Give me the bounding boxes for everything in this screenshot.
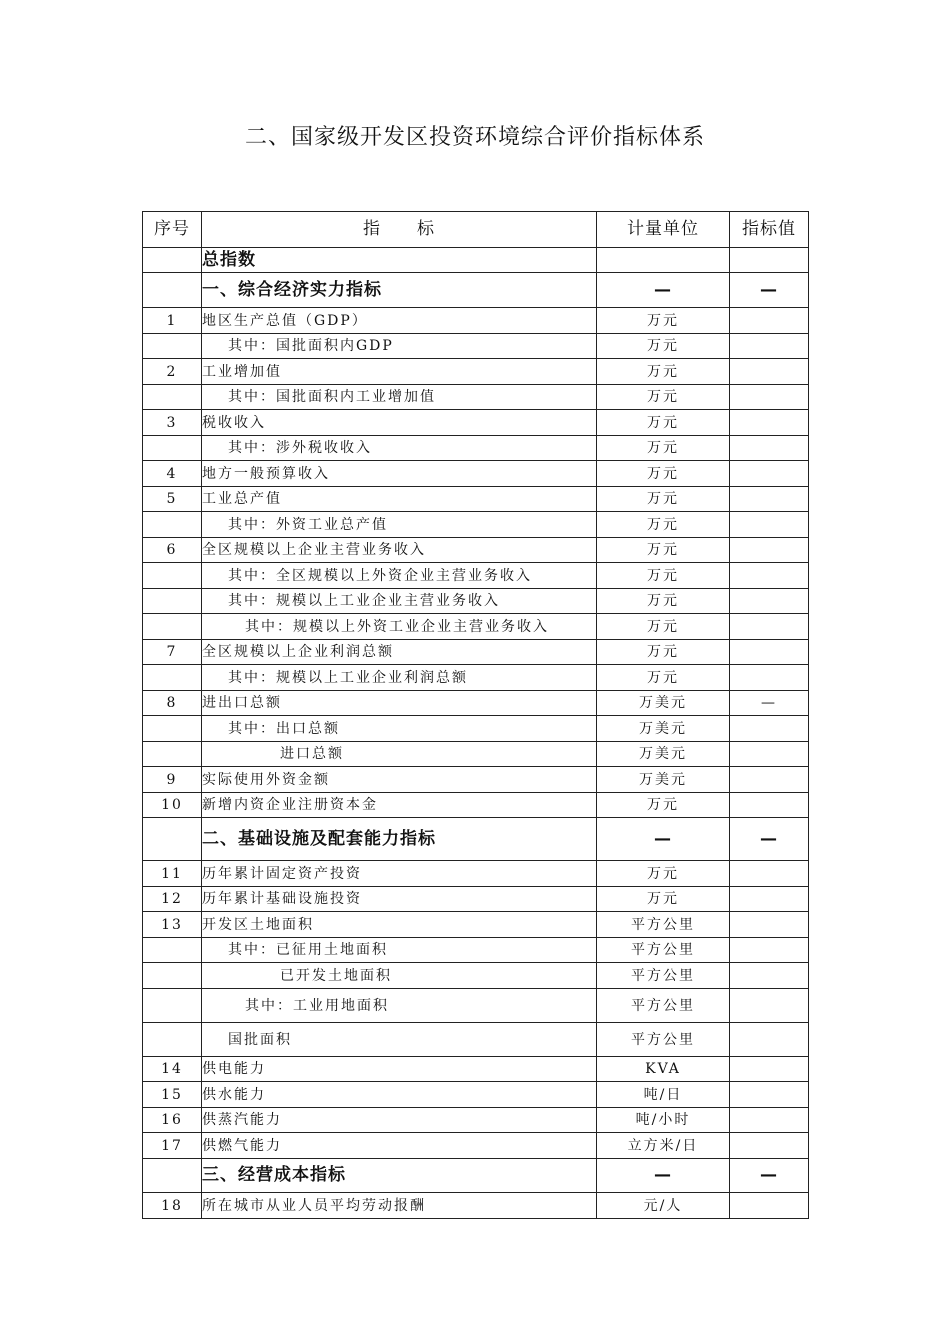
table-row <box>143 273 809 308</box>
table-row <box>143 691 809 716</box>
row-value <box>730 912 809 938</box>
row-value <box>730 563 809 589</box>
table-row <box>143 1159 809 1193</box>
header-no: 序号 <box>143 212 202 248</box>
table-row <box>143 334 809 359</box>
row-no: 12 <box>143 887 202 912</box>
row-value <box>730 436 809 461</box>
row-value <box>730 308 809 334</box>
row-value <box>730 359 809 385</box>
table-row <box>143 1193 809 1219</box>
row-no: 8 <box>143 691 202 716</box>
table-row <box>143 963 809 989</box>
table-header-row <box>143 212 809 248</box>
row-value <box>730 589 809 614</box>
table-row <box>143 1023 809 1057</box>
row-indicator: 地方一般预算收入 <box>202 461 597 487</box>
row-indicator: 工业增加值 <box>202 359 597 385</box>
table-row <box>143 818 809 861</box>
row-indicator: 其中：国批面积内GDP <box>202 334 597 359</box>
row-value <box>730 1057 809 1082</box>
row-unit: 万元 <box>597 359 730 385</box>
row-indicator: 地区生产总值（GDP） <box>202 308 597 334</box>
row-unit: 吨/日 <box>597 1082 730 1108</box>
row-value <box>730 487 809 512</box>
row-unit: 万元 <box>597 640 730 665</box>
table-row <box>143 1057 809 1082</box>
row-no <box>143 248 202 273</box>
row-indicator: 历年累计固定资产投资 <box>202 861 597 887</box>
row-unit: KVA <box>597 1057 730 1082</box>
table-row <box>143 410 809 436</box>
row-no <box>143 742 202 767</box>
table-row <box>143 938 809 963</box>
row-indicator: 其中：国批面积内工业增加值 <box>202 385 597 410</box>
row-value <box>730 938 809 963</box>
row-indicator: 一、综合经济实力指标 <box>202 273 597 308</box>
row-value <box>730 334 809 359</box>
table-row <box>143 861 809 887</box>
row-unit: 平方公里 <box>597 938 730 963</box>
row-no <box>143 938 202 963</box>
row-indicator: 工业总产值 <box>202 487 597 512</box>
row-value <box>730 793 809 818</box>
row-no: 17 <box>143 1133 202 1159</box>
row-no <box>143 1159 202 1193</box>
row-indicator: 已开发土地面积 <box>202 963 597 989</box>
row-no <box>143 989 202 1023</box>
row-indicator: 开发区土地面积 <box>202 912 597 938</box>
row-value <box>730 861 809 887</box>
row-unit: 万美元 <box>597 691 730 716</box>
row-no <box>143 614 202 640</box>
table-row <box>143 742 809 767</box>
table-row <box>143 989 809 1023</box>
indicator-table <box>142 211 809 1219</box>
row-indicator: 新增内资企业注册资本金 <box>202 793 597 818</box>
row-unit: 万美元 <box>597 767 730 793</box>
table-row <box>143 887 809 912</box>
row-unit <box>597 248 730 273</box>
row-value <box>730 665 809 691</box>
row-unit: 万元 <box>597 334 730 359</box>
table-row <box>143 487 809 512</box>
row-no: 16 <box>143 1108 202 1133</box>
row-value <box>730 1108 809 1133</box>
table-row <box>143 308 809 334</box>
page-title: 二、国家级开发区投资环境综合评价指标体系 <box>244 125 705 150</box>
header-value: 指标值 <box>730 212 809 248</box>
table-row <box>143 1133 809 1159</box>
row-unit: 吨/小时 <box>597 1108 730 1133</box>
row-value <box>730 742 809 767</box>
row-unit: 万元 <box>597 538 730 563</box>
table-row <box>143 589 809 614</box>
row-indicator: 税收收入 <box>202 410 597 436</box>
row-value: — <box>730 818 809 861</box>
table-row <box>143 665 809 691</box>
row-no: 5 <box>143 487 202 512</box>
row-indicator: 其中：规模以上工业企业利润总额 <box>202 665 597 691</box>
table-row <box>143 793 809 818</box>
row-unit: 万元 <box>597 512 730 538</box>
row-unit: 元/人 <box>597 1193 730 1219</box>
row-unit: 万元 <box>597 436 730 461</box>
row-unit: — <box>597 273 730 308</box>
row-indicator: 其中：外资工业总产值 <box>202 512 597 538</box>
table-row <box>143 640 809 665</box>
row-value <box>730 248 809 273</box>
row-indicator: 其中：工业用地面积 <box>202 989 597 1023</box>
table-row <box>143 512 809 538</box>
row-unit: 万元 <box>597 410 730 436</box>
table-row <box>143 385 809 410</box>
row-value <box>730 614 809 640</box>
row-value <box>730 1133 809 1159</box>
row-no: 10 <box>143 793 202 818</box>
row-value <box>730 410 809 436</box>
row-value <box>730 989 809 1023</box>
row-no: 18 <box>143 1193 202 1219</box>
row-no: 1 <box>143 308 202 334</box>
table-row <box>143 912 809 938</box>
row-unit: 平方公里 <box>597 989 730 1023</box>
table-row <box>143 563 809 589</box>
row-indicator: 进出口总额 <box>202 691 597 716</box>
row-unit: 平方公里 <box>597 963 730 989</box>
row-unit: 万元 <box>597 665 730 691</box>
table-row <box>143 436 809 461</box>
table-row <box>143 1082 809 1108</box>
row-value <box>730 887 809 912</box>
row-indicator: 其中：已征用土地面积 <box>202 938 597 963</box>
row-value <box>730 1193 809 1219</box>
row-indicator: 历年累计基础设施投资 <box>202 887 597 912</box>
row-indicator: 供蒸汽能力 <box>202 1108 597 1133</box>
row-no <box>143 273 202 308</box>
row-no: 15 <box>143 1082 202 1108</box>
row-indicator: 三、经营成本指标 <box>202 1159 597 1193</box>
row-value <box>730 767 809 793</box>
row-no: 3 <box>143 410 202 436</box>
row-no <box>143 385 202 410</box>
row-no: 6 <box>143 538 202 563</box>
row-indicator: 其中：出口总额 <box>202 716 597 742</box>
row-indicator: 供电能力 <box>202 1057 597 1082</box>
row-no <box>143 563 202 589</box>
row-indicator: 二、基础设施及配套能力指标 <box>202 818 597 861</box>
row-indicator: 进口总额 <box>202 742 597 767</box>
row-indicator: 供水能力 <box>202 1082 597 1108</box>
table-row <box>143 359 809 385</box>
row-value <box>730 716 809 742</box>
row-indicator: 全区规模以上企业利润总额 <box>202 640 597 665</box>
row-no: 2 <box>143 359 202 385</box>
row-no: 9 <box>143 767 202 793</box>
row-unit: 万元 <box>597 793 730 818</box>
row-indicator: 其中：全区规模以上外资企业主营业务收入 <box>202 563 597 589</box>
table-row <box>143 538 809 563</box>
table-row <box>143 614 809 640</box>
row-no <box>143 665 202 691</box>
row-no <box>143 436 202 461</box>
header-unit: 计量单位 <box>597 212 730 248</box>
row-no: 4 <box>143 461 202 487</box>
row-unit: 万元 <box>597 887 730 912</box>
row-indicator: 国批面积 <box>202 1023 597 1057</box>
table-row <box>143 461 809 487</box>
row-no <box>143 512 202 538</box>
table-row <box>143 716 809 742</box>
row-no <box>143 1023 202 1057</box>
row-unit: — <box>597 818 730 861</box>
row-unit: 万元 <box>597 563 730 589</box>
row-no: 13 <box>143 912 202 938</box>
row-unit: 万美元 <box>597 716 730 742</box>
row-no <box>143 818 202 861</box>
row-value <box>730 385 809 410</box>
row-unit: 万元 <box>597 308 730 334</box>
row-unit: 万元 <box>597 861 730 887</box>
row-value: — <box>730 273 809 308</box>
row-value <box>730 538 809 563</box>
row-indicator: 全区规模以上企业主营业务收入 <box>202 538 597 563</box>
row-unit: 万元 <box>597 589 730 614</box>
header-indicator: 指 标 <box>202 212 597 248</box>
row-unit: 平方公里 <box>597 1023 730 1057</box>
row-no: 14 <box>143 1057 202 1082</box>
table-row <box>143 767 809 793</box>
row-no <box>143 963 202 989</box>
row-unit: 万元 <box>597 385 730 410</box>
row-no <box>143 589 202 614</box>
row-indicator: 供燃气能力 <box>202 1133 597 1159</box>
row-unit: 万元 <box>597 461 730 487</box>
row-value <box>730 1082 809 1108</box>
row-value <box>730 461 809 487</box>
row-indicator: 其中：涉外税收收入 <box>202 436 597 461</box>
row-value: — <box>730 1159 809 1193</box>
row-unit: 平方公里 <box>597 912 730 938</box>
row-value <box>730 963 809 989</box>
row-value: — <box>730 691 809 716</box>
row-indicator: 其中：规模以上外资工业企业主营业务收入 <box>202 614 597 640</box>
row-unit: 万元 <box>597 614 730 640</box>
row-unit: 万美元 <box>597 742 730 767</box>
row-indicator: 其中：规模以上工业企业主营业务收入 <box>202 589 597 614</box>
row-no: 7 <box>143 640 202 665</box>
table-row <box>143 1108 809 1133</box>
row-value <box>730 512 809 538</box>
row-unit: 立方米/日 <box>597 1133 730 1159</box>
row-value <box>730 640 809 665</box>
row-no <box>143 334 202 359</box>
row-no <box>143 716 202 742</box>
row-indicator: 总指数 <box>202 248 597 273</box>
row-indicator: 实际使用外资金额 <box>202 767 597 793</box>
row-no: 11 <box>143 861 202 887</box>
row-indicator: 所在城市从业人员平均劳动报酬 <box>202 1193 597 1219</box>
row-unit: 万元 <box>597 487 730 512</box>
row-value <box>730 1023 809 1057</box>
table-row <box>143 248 809 273</box>
row-unit: — <box>597 1159 730 1193</box>
